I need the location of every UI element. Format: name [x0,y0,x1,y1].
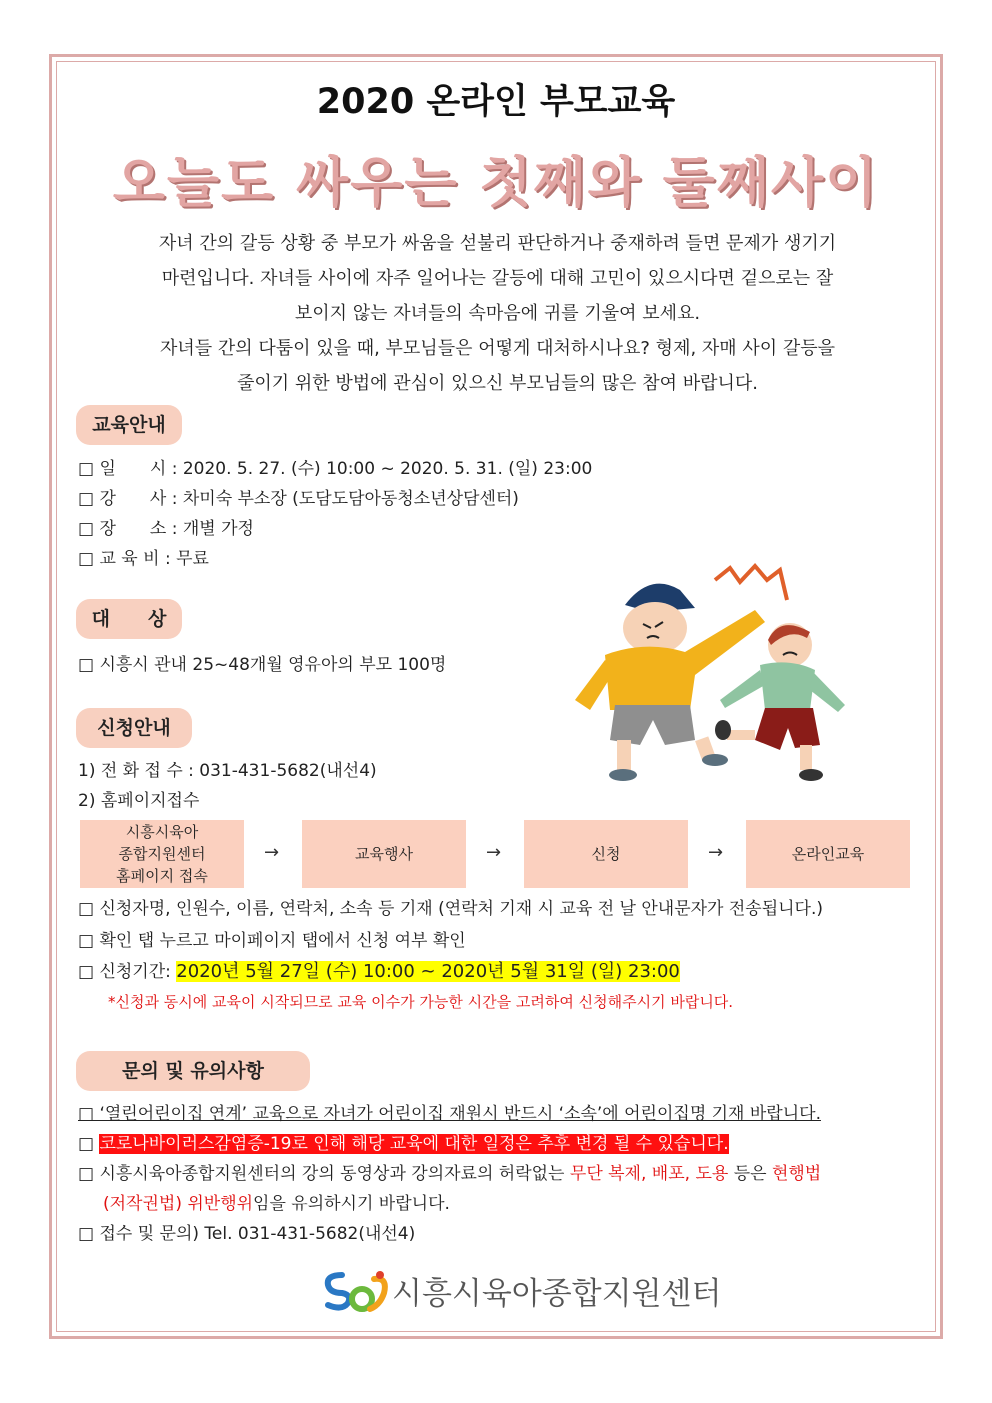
section-label-inquiry: 문의 및 유의사항 [76,1051,310,1091]
education-item: □ 일 시 : 2020. 5. 27. (수) 10:00 ~ 2020. 5. 31. (일) 23:00 [78,459,593,479]
application-note: *신청과 동시에 교육이 시작되므로 교육 이수가 가능한 시간을 고려하여 신청해주시기 바랍니다. [108,993,734,1011]
step-box-online [746,820,910,888]
copyright-red: 현행법 [771,1164,822,1184]
inquiry-bullet-covid [78,1129,729,1154]
application-bullet: □ 확인 탭 누르고 마이페이지 탭에서 신청 여부 확인 [78,931,466,951]
footer-org-name: 시흥시육아종합지원센터 [392,1276,722,1312]
intro-line: 줄이기 위한 방법에 관심이 있으신 부모님들의 많은 참여 바랍니다. [237,373,758,394]
application-bullet: □ 신청자명, 인원수, 이름, 연락처, 소속 등 기재 (연락처 기재 시 교육 전 날 안내문자가 전송됩니다.) [78,899,824,919]
arrow-right-icon: → [486,842,502,863]
center-logo-icon [322,1269,392,1313]
application-phone: 1) 전 화 접 수 : 031-431-5682(내선4) [78,761,377,781]
bullet-box: □ [78,1134,100,1154]
section-label-application: 신청안내 [76,708,192,748]
copyright-text: 임을 유의하시기 바랍니다. [253,1194,450,1214]
education-item: □ 강 사 : 차미숙 부소장 (도담도담아동청소년상담센터) [78,489,519,509]
page-title: 2020 온라인 부모교육 [316,82,676,122]
period-highlight: 2020년 5월 27일 (수) 10:00 ~ 2020년 5월 31일 (일) 23:00 [176,961,680,982]
inquiry-bullet-copyright-cont [103,1189,450,1214]
inquiry-bullet: □ ‘열린어린이집 연계’ 교육으로 자녀가 어린이집 재원시 반드시 ‘소속’에 어린이집명 기재 바랍니다. [78,1104,821,1124]
intro-line: 마련입니다. 자녀들 사이에 자주 일어나는 갈등에 대해 고민이 있으시다면 겉으로는 잘 [161,268,834,289]
copyright-text: □ 시흥시육아종합지원센터의 강의 동영상과 강의자료의 허락없는 [78,1164,570,1184]
fighting-children-illustration [555,560,875,790]
copyright-red: (저작권법) 위반행위 [103,1194,254,1214]
education-item: □ 장 소 : 개별 가정 [78,519,254,539]
step-box-apply [524,820,688,888]
application-period [78,957,680,983]
footer-logo [322,1268,721,1313]
intro-paragraph [95,226,900,401]
application-homepage: 2) 홈페이지접수 [78,791,200,811]
arrow-right-icon: → [264,842,280,863]
covid-notice: 코로나바이러스감염증-19로 인해 해당 교육에 대한 일정은 추후 변경 될 수 있습니다. [99,1134,729,1154]
step-text: 온라인교육 [791,845,865,863]
step-text: 교육행사 [355,845,413,863]
headline: 오늘도 싸우는 첫째와 둘째사이 [112,151,880,214]
intro-line: 자녀들 간의 다툼이 있을 때, 부모님들은 어떻게 대처하시나요? 형제, 자매 사이 갈등을 [159,338,836,359]
step-box-event [302,820,466,888]
target-item: □ 시흥시 관내 25~48개월 영유아의 부모 100명 [78,655,447,675]
education-item: □ 교 육 비 : 무료 [78,549,209,569]
inquiry-bullet-contact: □ 접수 및 문의) Tel. 031-431-5682(내선4) [78,1224,416,1244]
step-text: 홈페이지 접속 [116,867,208,885]
copyright-text: 등은 [728,1164,772,1184]
period-prefix: □ 신청기간: [78,962,177,982]
step-text: 신청 [591,845,621,863]
intro-line: 보이지 않는 자녀들의 속마음에 귀를 기울여 보세요. [294,303,701,324]
section-label-education: 교육안내 [76,405,182,445]
intro-line: 자녀 간의 갈등 상황 중 부모가 싸움을 섣불리 판단하거나 중재하려 들면 문제가 생기기 [158,233,837,254]
section-label-target: 대 상 [76,599,182,639]
step-text: 시흥시육아 [125,823,199,841]
anger-mark-icon [715,566,787,600]
copyright-red: 무단 복제, 배포, 도용 [569,1164,729,1184]
step-text: 종합지원센터 [118,845,206,863]
step-box-homepage [80,820,244,888]
arrow-right-icon: → [708,842,724,863]
inquiry-bullet-copyright [78,1159,821,1184]
